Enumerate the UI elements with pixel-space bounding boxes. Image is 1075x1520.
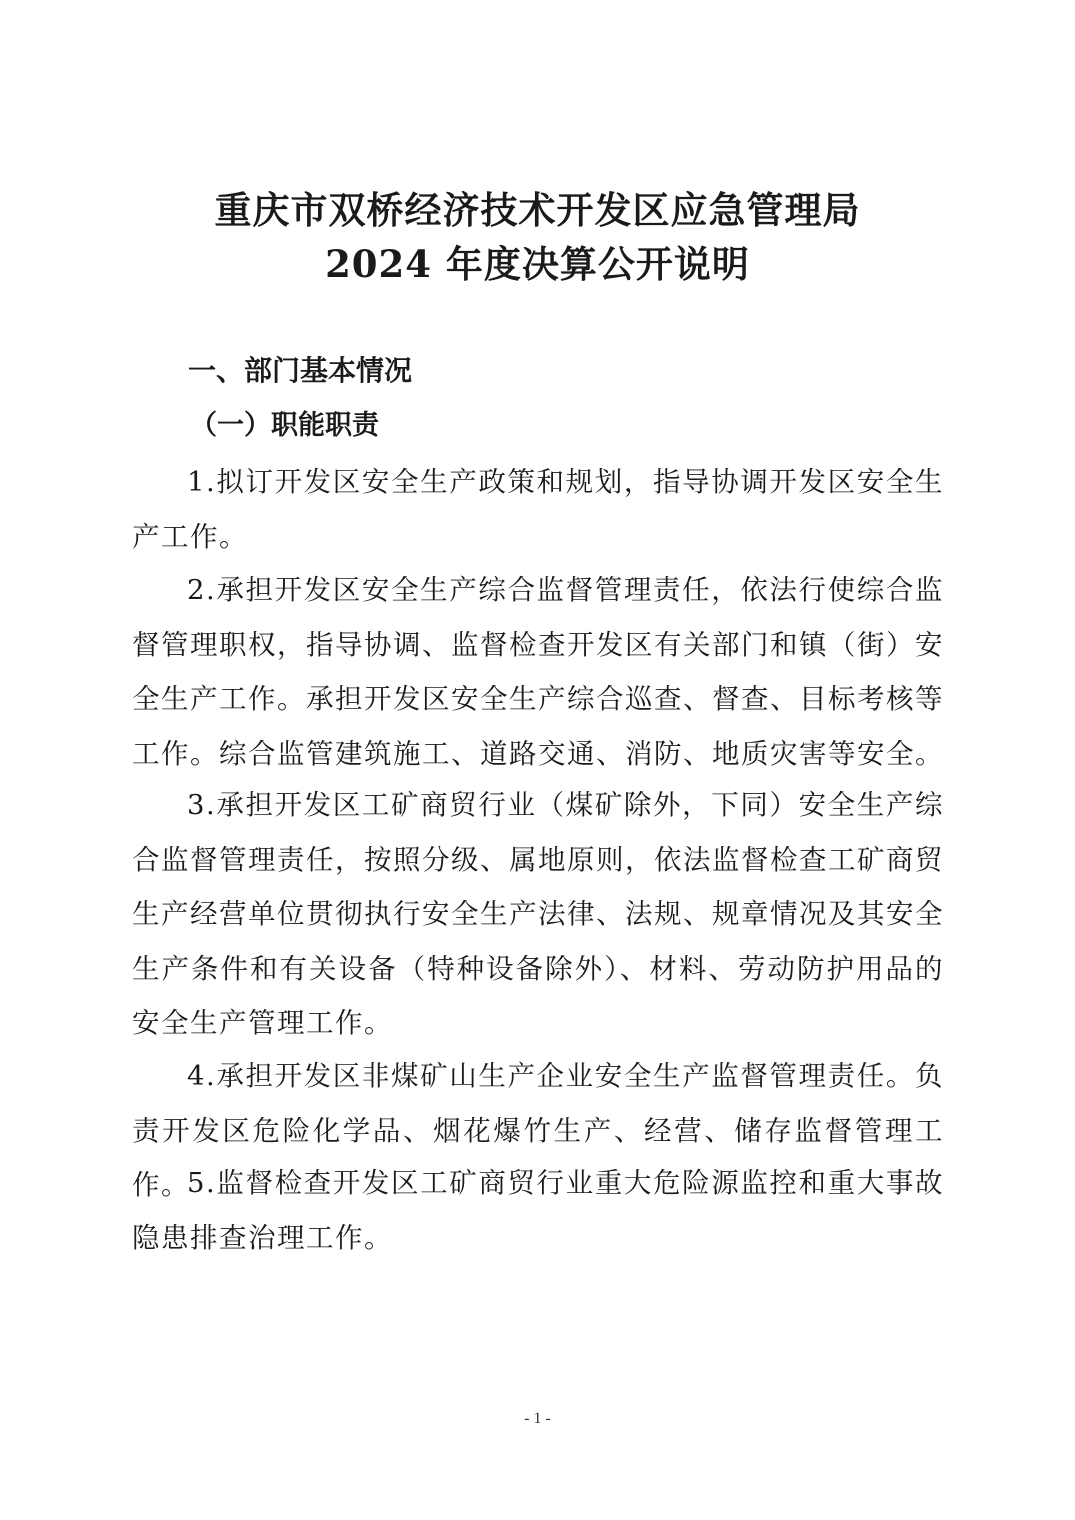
- page-number: - 1 -: [524, 1410, 551, 1427]
- document-title-line1: 重庆市双桥经济技术开发区应急管理局: [214, 188, 861, 232]
- document-title-line2: 2024 年度决算公开说明: [325, 242, 750, 286]
- subsection-heading: （一）职能职责: [190, 410, 379, 441]
- paragraph-5: 5.监督检查开发区工矿商贸行业重大危险源监控和重大事故隐患排查治理工作。: [132, 1167, 944, 1254]
- paragraph-1: 1.拟订开发区安全生产政策和规划，指导协调开发区安全生产工作。: [132, 466, 944, 553]
- section-heading: 一、部门基本情况: [188, 354, 413, 387]
- paragraph-2: 2.承担开发区安全生产综合监督管理责任，依法行使综合监督管理职权，指导协调、监督检查开发区有关部门和镇（街）安全生产工作。承担开发区安全生产综合巡查、督查、目标考核等工作。综合监管建筑施工、道路交通、消防、地质灾害等安全。: [132, 574, 944, 770]
- paragraph-3: 3.承担开发区工矿商贸行业（煤矿除外，下同）安全生产综合监督管理责任，按照分级、属地原则，依法监督检查工矿商贸生产经营单位贯彻执行安全生产法律、法规、规章情况及其安全生产条件和有关设备（特种设备除外）、材料、劳动防护用品的安全生产管理工作。: [132, 789, 944, 1039]
- paragraph-4: 4.承担开发区非煤矿山生产企业安全生产监督管理责任。负责开发区危险化学品、烟花爆竹生产、经营、储存监督管理工作。: [132, 1060, 944, 1201]
